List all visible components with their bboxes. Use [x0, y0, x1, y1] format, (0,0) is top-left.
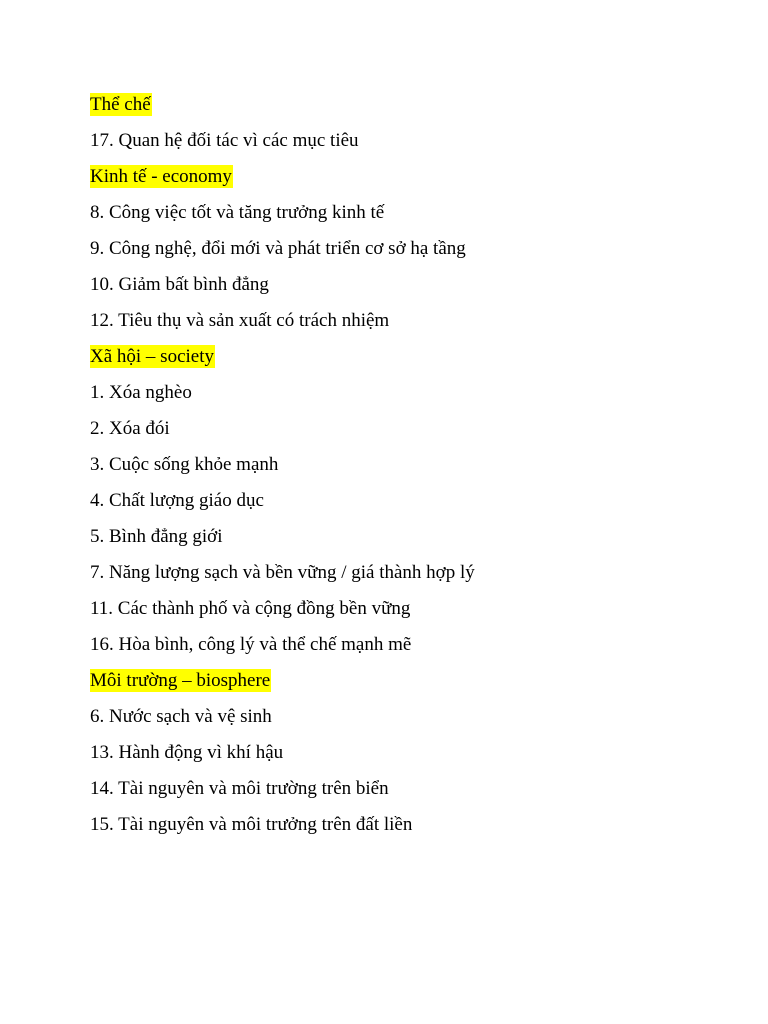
list-item: 4. Chất lượng giáo dục	[90, 490, 264, 511]
list-item: 13. Hành động vì khí hậu	[90, 742, 284, 763]
list-item: 5. Bình đẳng giới	[90, 526, 223, 547]
section-heading-biosphere	[90, 663, 728, 699]
list-item: 6. Nước sạch và vệ sinh	[90, 706, 272, 727]
list-item: 7. Năng lượng sạch và bền vững / giá thành hợp lý	[90, 562, 475, 583]
list-item: 11. Các thành phố và cộng đồng bền vững	[90, 598, 411, 619]
list-item: 2. Xóa đói	[90, 418, 170, 439]
list-item: 15. Tài nguyên và môi trưởng trên đất liền	[90, 814, 413, 835]
list-item: 3. Cuộc sống khỏe mạnh	[90, 454, 279, 475]
section-heading-society	[90, 339, 728, 375]
highlighted-text: Xã hội – society	[90, 346, 215, 367]
document-page	[90, 87, 728, 843]
list-item: 10. Giảm bất bình đẳng	[90, 274, 269, 295]
list-item: 16. Hòa bình, công lý và thể chế mạnh mẽ	[90, 634, 412, 655]
list-item: 1. Xóa nghèo	[90, 382, 192, 403]
highlighted-text: Thể chế	[90, 94, 151, 115]
list-item: 12. Tiêu thụ và sản xuất có trách nhiệm	[90, 310, 390, 331]
highlighted-text: Môi trường – biosphere	[90, 670, 271, 691]
list-item: 14. Tài nguyên và môi trường trên biển	[90, 778, 389, 799]
list-item: 17. Quan hệ đối tác vì các mục tiêu	[90, 130, 359, 151]
section-heading-institutions	[90, 87, 728, 123]
highlighted-text: Kinh tế - economy	[90, 166, 232, 187]
list-item: 8. Công việc tốt và tăng trưởng kinh tế	[90, 202, 385, 223]
list-item: 9. Công nghệ, đổi mới và phát triển cơ sở hạ tầng	[90, 238, 466, 259]
section-heading-economy	[90, 159, 728, 195]
